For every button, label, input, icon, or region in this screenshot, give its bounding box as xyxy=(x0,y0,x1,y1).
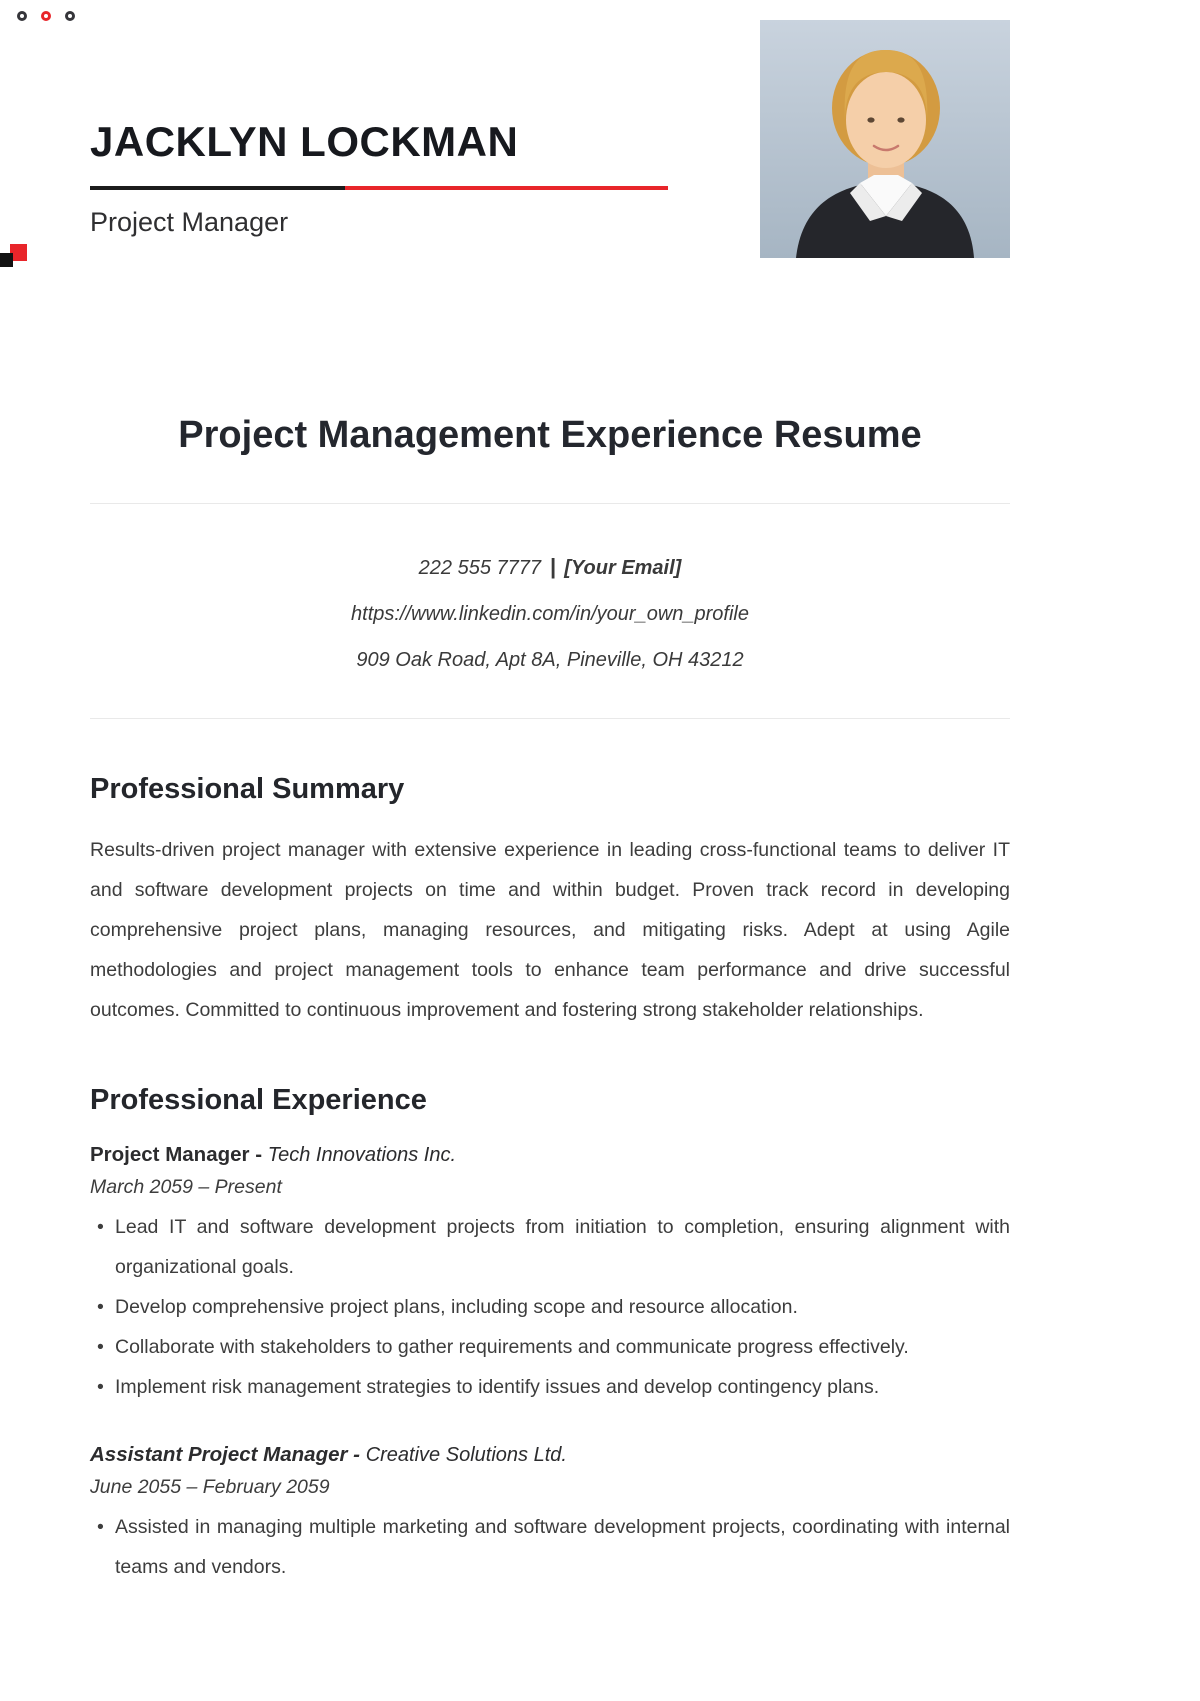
job-bullet-list xyxy=(90,1207,1010,1407)
job-dates-text: June 2055 – February 2059 xyxy=(90,1476,330,1498)
job-bullet: • Collaborate with stakeholders to gather requirements and communicate progress effectively. xyxy=(90,1327,1010,1367)
phone-text: 222 555 7777 xyxy=(418,557,541,579)
name-underline xyxy=(90,186,668,190)
underline-red-segment xyxy=(345,186,668,190)
person-name: JACKLYN LOCKMAN xyxy=(90,118,519,165)
address-text: 909 Oak Road, Apt 8A, Pineville, OH 43212 xyxy=(356,649,744,671)
decorative-dots xyxy=(17,11,75,21)
divider xyxy=(90,718,1010,719)
job-dates-text: March 2059 – Present xyxy=(90,1176,282,1198)
job-title-line xyxy=(90,1443,1010,1467)
job-title-text: Assistant Project Manager - xyxy=(90,1443,360,1466)
profile-photo-illustration xyxy=(760,20,1010,258)
job-company-text: Creative Solutions Ltd. xyxy=(365,1444,567,1466)
job-bullet: • Assisted in managing multiple marketing and software development projects, coordinating with internal teams and vendors. xyxy=(90,1507,1010,1587)
person-role: Project Manager xyxy=(90,207,289,237)
dot-ring-icon xyxy=(17,11,27,21)
underline-black-segment xyxy=(90,186,345,190)
job-company-text: Tech Innovations Inc. xyxy=(267,1144,457,1166)
summary-paragraph: Results-driven project manager with extensive experience in leading cross-functional teams to deliver IT and software development projects on time and within budget. Proven track record in developing comprehensive project plans, managing resources, and mitigating risks. Adept at using Agile methodologies and project management tools to enhance team performance and drive successful outcomes. Committed to continuous improvement and fostering strong stakeholder relationships. xyxy=(90,839,1010,1021)
job-entry xyxy=(90,1443,1010,1587)
decorative-square-black xyxy=(0,253,13,267)
email-placeholder-text: [Your Email] xyxy=(564,557,682,579)
job-bullet: • Implement risk management strategies to identify issues and develop contingency plans. xyxy=(90,1367,1010,1407)
profile-photo xyxy=(760,20,1010,258)
job-entry xyxy=(90,1143,1010,1407)
summary-heading: Professional Summary xyxy=(90,773,405,805)
job-title-text: Project Manager - xyxy=(90,1143,263,1166)
job-bullet: • Lead IT and software development projects from initiation to completion, ensuring alignment with organizational goals. xyxy=(90,1207,1010,1287)
linkedin-url-text: https://www.linkedin.com/in/your_own_profile xyxy=(351,603,749,625)
job-bullet-list xyxy=(90,1507,1010,1587)
dot-ring-red-icon xyxy=(41,11,51,21)
divider xyxy=(90,503,1010,504)
contact-phone-email-line xyxy=(90,554,1010,580)
job-title-line xyxy=(90,1143,1010,1167)
document-title: Project Management Experience Resume xyxy=(178,414,922,456)
contact-block xyxy=(90,554,1010,672)
job-bullet: • Develop comprehensive project plans, including scope and resource allocation. xyxy=(90,1287,1010,1327)
separator-text: | xyxy=(549,554,556,579)
dot-ring-icon xyxy=(65,11,75,21)
experience-heading: Professional Experience xyxy=(90,1084,427,1116)
